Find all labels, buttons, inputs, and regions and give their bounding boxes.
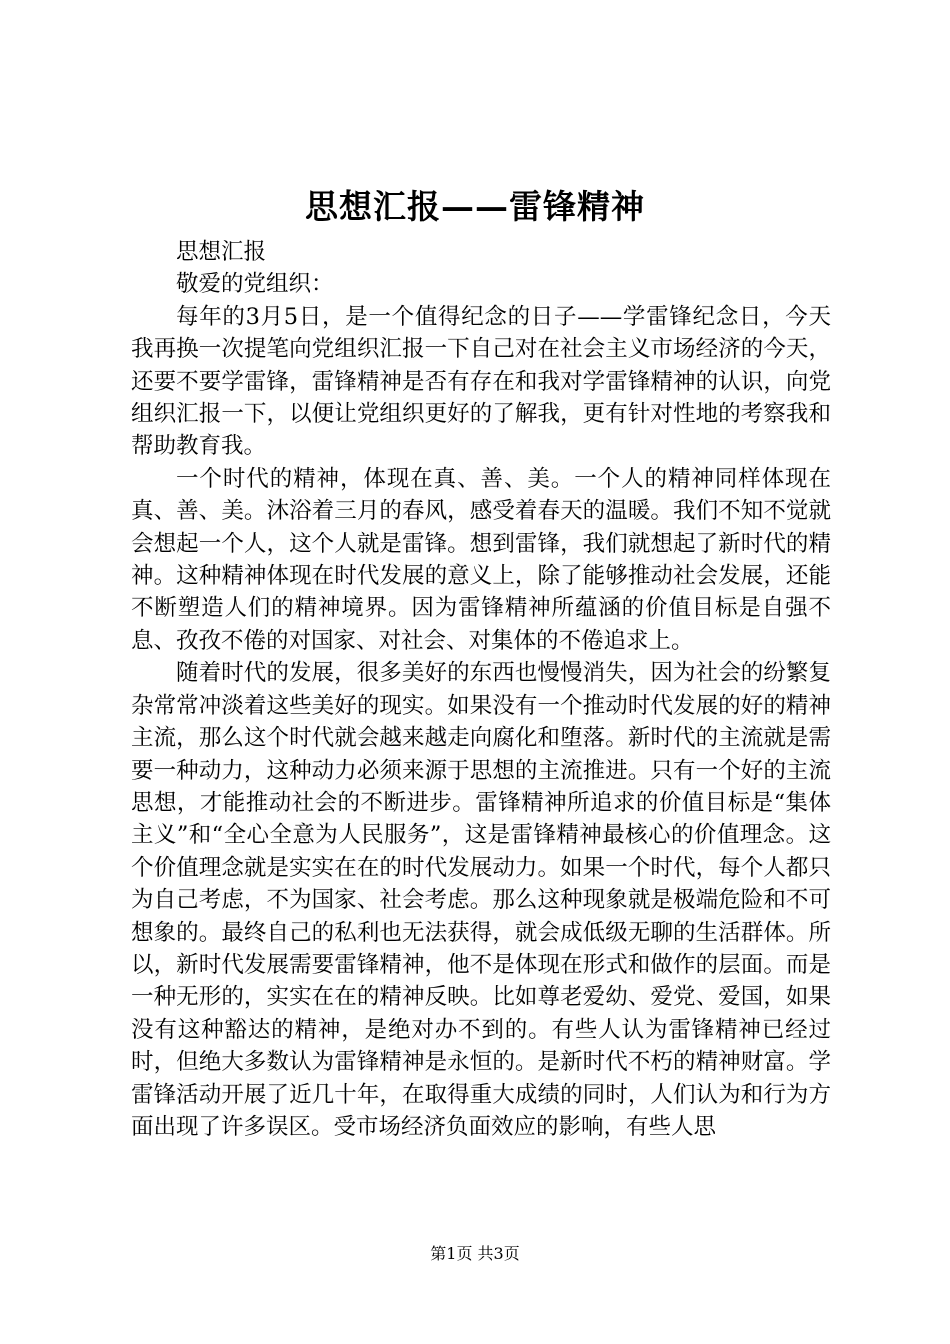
page-number-footer: 第1页 共3页 — [430, 1244, 520, 1263]
header-label: 思想汇报 — [176, 239, 267, 265]
document-title: 思想汇报——雷锋精神 — [305, 187, 645, 226]
salutation: 敬爱的党组织： — [176, 271, 334, 298]
paragraph: 一个时代的精神，体现在真、善、美。一个人的精神同样体现在真、善、美。沐浴着三月的春风，感受着春天的温暖。我们不知不觉就会想起一个人，这个人就是雷锋。想到雷锋，我们就想起了新时代的精神。这种精神体现在时代发展的意义上，除了能够推动社会发展，还能不断塑造人们的精神境界。因为雷锋精神所蕴涵的价值目标是自强不息、孜孜不倦的对国家、对社会、对集体的不倦追求上。 — [131, 465, 831, 654]
document-body — [131, 236, 831, 1143]
paragraph: 每年的3月5日，是一个值得纪念的日子——学雷锋纪念日，今天我再换一次提笔向党组织汇报一下自己对在社会主义市场经济的今天，还要不要学雷锋，雷锋精神是否有存在和我对学雷锋精神的认识，向党组织汇报一下，以便让党组织更好的了解我，更有针对性地的考察我和帮助教育我。 — [131, 303, 831, 460]
paragraph: 随着时代的发展，很多美好的东西也慢慢消失，因为社会的纷繁复杂常常冲淡着这些美好的现实。如果没有一个推动时代发展的好的精神主流，那么这个时代就会越来越走向腐化和堕落。新时代的主流就是需要一种动力，这种动力必须来源于思想的主流推进。只有一个好的主流思想，才能推动社会的不断进步。雷锋精神所追求的价值目标是“集体主义”和“全心全意为人民服务”，这是雷锋精神最核心的价值理念。这个价值理念就是实实在在的时代发展动力。如果一个时代，每个人都只为自己考虑，不为国家、社会考虑。那么这种现象就是极端危险和不可想象的。最终自己的私利也无法获得，就会成低级无聊的生活群体。所以，新时代发展需要雷锋精神，他不是体现在形式和做作的层面。而是一种无形的，实实在在的精神反映。比如尊老爱幼、爱党、爱国，如果没有这种豁达的精神，是绝对办不到的。有些人认为雷锋精神已经过时，但绝大多数认为雷锋精神是永恒的。是新时代不朽的精神财富。学雷锋活动开展了近几十年，在取得重大成绩的同时，人们认为和行为方面出现了许多误区。受市场经济负面效应的影响，有些人思 — [131, 660, 831, 1140]
